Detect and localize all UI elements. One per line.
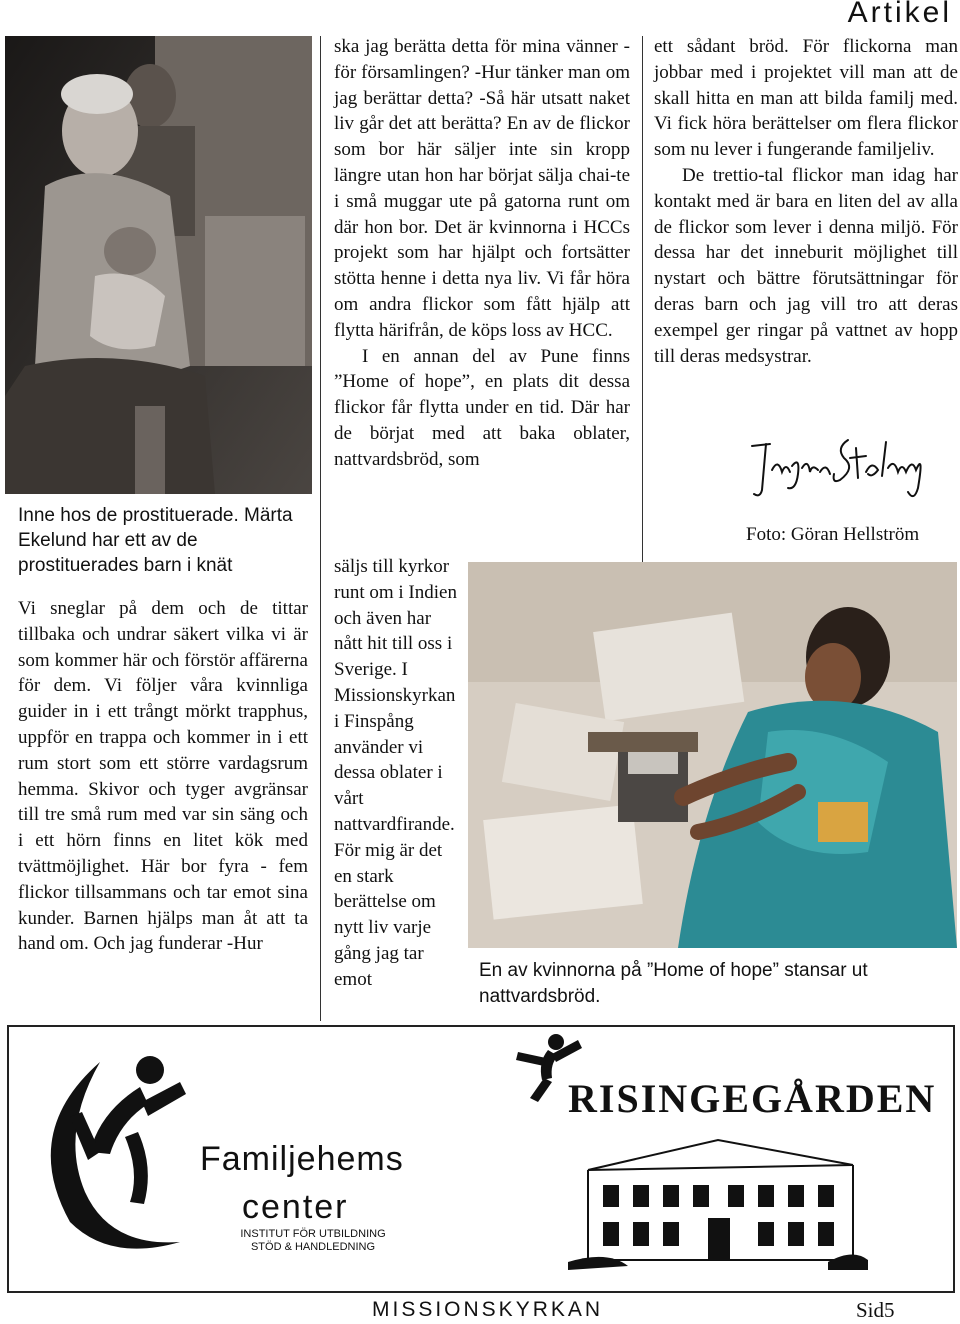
photo-left-caption: Inne hos de prostituerade. Märta Ekelund har ett av de prostituerades barn i knät (18, 505, 293, 576)
risingegarden-house-illustration (568, 1130, 868, 1270)
article-paragraph: ett sådant bröd. För flickorna man jobbar med i projektet vill man att de skall hitta en man att bilda familj med. Vi fick höra berättelser om flera flickor som nu lever i fungerande familjeliv. (654, 36, 958, 161)
article-paragraph: Vi sneglar på dem och de tittar tillbaka och undrar säkert vilka vi är som kommer här och förstör affärerna för dem. Vi följer våra kvinnliga guider in i ett trångt mörkt trapphus, uppför en trappa och kommer in i ett rum stort som ett större vardagsrum hemma. Skivor och tyger avgränsar till tre små rum med var sin säng och i ett hörn finns en litet kök med tvättmöjlighet. Här bor fyra - fem flickor tillsammans och tar emot sina kunder. Barnen hjälps man åt att ta hand om. Och jag funderar -Hur (18, 598, 308, 955)
signature (748, 428, 938, 508)
article-column-left (18, 596, 308, 957)
column-divider (320, 36, 321, 1021)
ad-risingegarden-name: RISINGEGÅRDEN (568, 1076, 937, 1121)
section-label: Artikel (847, 0, 952, 29)
photo-woman-stamping-bread (468, 562, 957, 948)
article-paragraph: ska jag berätta detta för mina vänner - för församlingen? -Hur tänker man om jag berättar detta? -Så här utsatt naket liv går det att berätta? En av de flickor som bor här säljer inte sin kropp längre utan hon har börjat sälja chai-te i små muggar ute på gatorna runt om där hon bor. Det är kvinnorna i HCCs projekt som har hjälpt och fortsätter stötta henne i detta nya liv. Vi får höra om andra flickor som fått hjälp att flytta härifrån, de köps loss av HCC. (334, 36, 630, 341)
ad-familjehems-title: Familjehems (200, 1140, 404, 1178)
article-column-middle (334, 34, 630, 473)
column-divider-right (642, 36, 643, 566)
photo-woman-stamping-bread-image (468, 562, 957, 948)
article-paragraph: säljs till kyrkor runt om i Indien och även har nått hit till oss i Sverige. I Missionskyrkan i Finspång använder vi dessa oblater i vårt nattvardfirande. För mig är det en stark berättelse om nytt liv varje gång jag tar emot (334, 556, 457, 990)
photo-woman-with-child (5, 36, 312, 494)
ad-subtitle-line: STÖD & HANDLEDNING (250, 1241, 376, 1253)
ad-familjehems-subtitle (228, 1228, 398, 1254)
footer-page-number: Sid5 (856, 1298, 895, 1322)
ad-subtitle-line: INSTITUT FÖR UTBILDNING (240, 1228, 386, 1240)
photo-credit: Foto: Göran Hellström (746, 524, 920, 545)
signature-image (748, 428, 938, 508)
familjehemscenter-logo (30, 1042, 210, 1262)
dancing-figure-logo-icon (30, 1042, 210, 1262)
photo-right-caption: En av kvinnorna på ”Home of hope” stansar ut nattvardsbröd. (479, 960, 868, 1007)
article-column-middle-narrow (334, 554, 460, 993)
article-paragraph: De trettio-tal flickor man idag har kontakt med är bara en liten del av alla de flickor som lever i denna miljö. För dessa har det inneburit möjlighet till nystart och bättre förutsättningar för deras barn och jag vill tro att deras exempel ger ringar på vattnet av hopp till deras medsystrar. (654, 164, 958, 367)
house-icon (568, 1130, 868, 1270)
photo-woman-with-child-image (5, 36, 312, 494)
article-paragraph: I en annan del av Pune finns ”Home of hope”, en plats dit dessa flickor får flytta under en tid. Där har de börjat med att baka oblater, nattvardsbröd, som (334, 345, 630, 470)
ad-center-title: center (242, 1188, 349, 1226)
article-column-right (654, 34, 958, 369)
footer-publication: MISSIONSKYRKAN (372, 1298, 604, 1321)
